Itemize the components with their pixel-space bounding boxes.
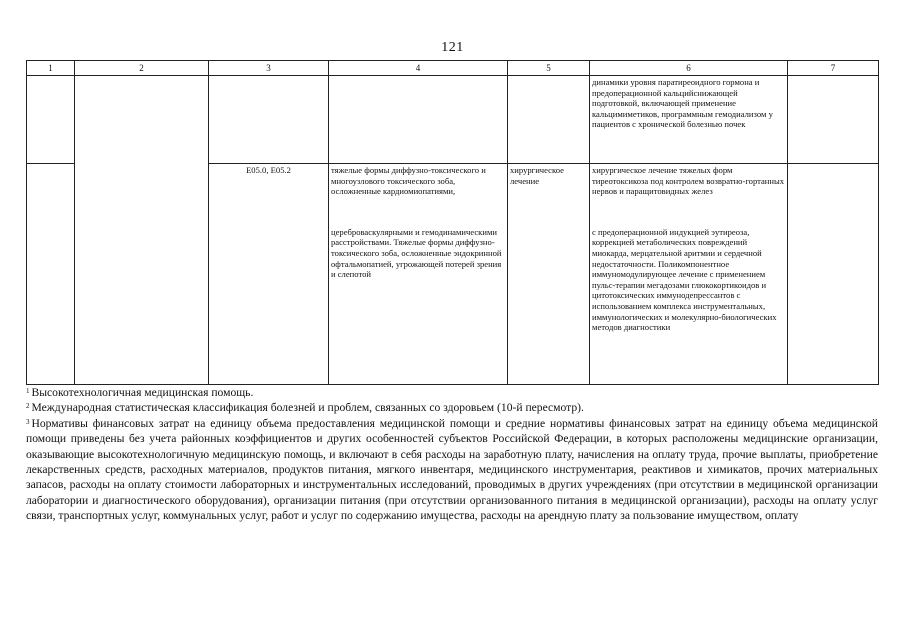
footnote — [26, 400, 878, 415]
column-header-2: 2 — [75, 61, 209, 76]
table-cell — [209, 76, 329, 164]
footnote — [26, 385, 878, 400]
footnote-mark: 2 — [26, 402, 30, 411]
table-cell — [788, 76, 879, 164]
table-header-row — [27, 61, 879, 76]
column-header-3: 3 — [209, 61, 329, 76]
table-cell — [329, 76, 508, 164]
table-cell — [27, 76, 75, 164]
icd-code-cell: E05.0, E05.2 — [209, 164, 329, 385]
condition-text-part2: цереброваскулярными и гемодинамическими расстройствами. Тяжелые формы диффузно-токсического зоба, осложненные эндокринной офтальмопатией, угрожающей потерей зрения и слепотой — [331, 226, 502, 280]
method-text-part1: хирургическое лечение тяжелых форм тиреотоксикоза под контролем возвратно-гортанных нервов и паращитовидных желез — [592, 165, 785, 197]
column-header-7: 7 — [788, 61, 879, 76]
footnote-text: Международная статистическая классификация болезней и проблем, связанных со здоровьем (10-й пересмотр). — [31, 401, 584, 415]
treatment-type-cell: хирургическое лечение — [508, 164, 590, 385]
method-cell — [590, 164, 788, 385]
column-header-5: 5 — [508, 61, 590, 76]
method-cell: динамики уровня паратиреоидного гормона и предоперационной кальцийснижающей подготовкой, включающей применение кальцимиметиков, программным гемодиализом у пациентов с хронической болезнью почек — [590, 76, 788, 164]
condition-text-part1: тяжелые формы диффузно-токсического и многоузлового токсического зоба, осложненные кардиомиопатиями, — [331, 165, 486, 197]
table-cell — [788, 164, 879, 385]
method-text-part2: с предоперационной индукцией эутиреоза, коррекцией метаболических повреждений миокарда, мерцательной аритмии и сердечной недостаточности. Поликомпонентное иммуномодулирующее лечение с применением пульс-терапии мегадозами глюкокортикоидов и цитотоксических иммунодепрессантов с использованием комплекса инструментальных, иммунологических и молекулярно-биологических методов диагностики — [592, 226, 777, 333]
footnote-text: Нормативы финансовых затрат на единицу объема предоставления медицинской помощи и средние нормативы финансовых затрат на единицу объема медицинской помощи приведены без учета районных коэффициентов и других особенностей субъектов Российской Федерации, в которых расположены медицинские организации, оказывающие высокотехнологичную медицинскую помощь, и включают в себя расходы на заработную плату, начисления на оплату труда, прочие выплаты, приобретение лекарственных средств, расходных материалов, продуктов питания, мягкого инвентаря, медицинского инструментария, реактивов и химикатов, прочих материальных запасов, расходы на оплату стоимости лабораторных и инструментальных исследований, проводимых в других учреждениях (при отсутствии в медицинской организации лаборатории и диагностического оборудования), организации питания (при отсутствии организованного питания в медицинской организации), расходы на оплату услуг связи, транспортных услуг, коммунальных услуг, работ и услуг по содержанию имущества, расходы на арендную плату за пользование имуществом, оплату — [26, 416, 878, 523]
footnote-text: Высокотехнологичная медицинская помощь. — [31, 386, 254, 399]
table-cell — [508, 76, 590, 164]
table-row — [27, 76, 879, 164]
column-header-1: 1 — [27, 61, 75, 76]
footnote-mark: 1 — [26, 387, 30, 395]
condition-cell — [329, 164, 508, 385]
footnote — [26, 416, 878, 524]
page-number: 121 — [441, 40, 464, 55]
column-header-6: 6 — [590, 61, 788, 76]
column-header-4: 4 — [329, 61, 508, 76]
footnote-mark: 3 — [26, 417, 30, 426]
medical-care-table — [26, 60, 879, 385]
footnotes — [26, 385, 878, 524]
table-cell — [27, 164, 75, 385]
table-cell — [75, 76, 209, 385]
